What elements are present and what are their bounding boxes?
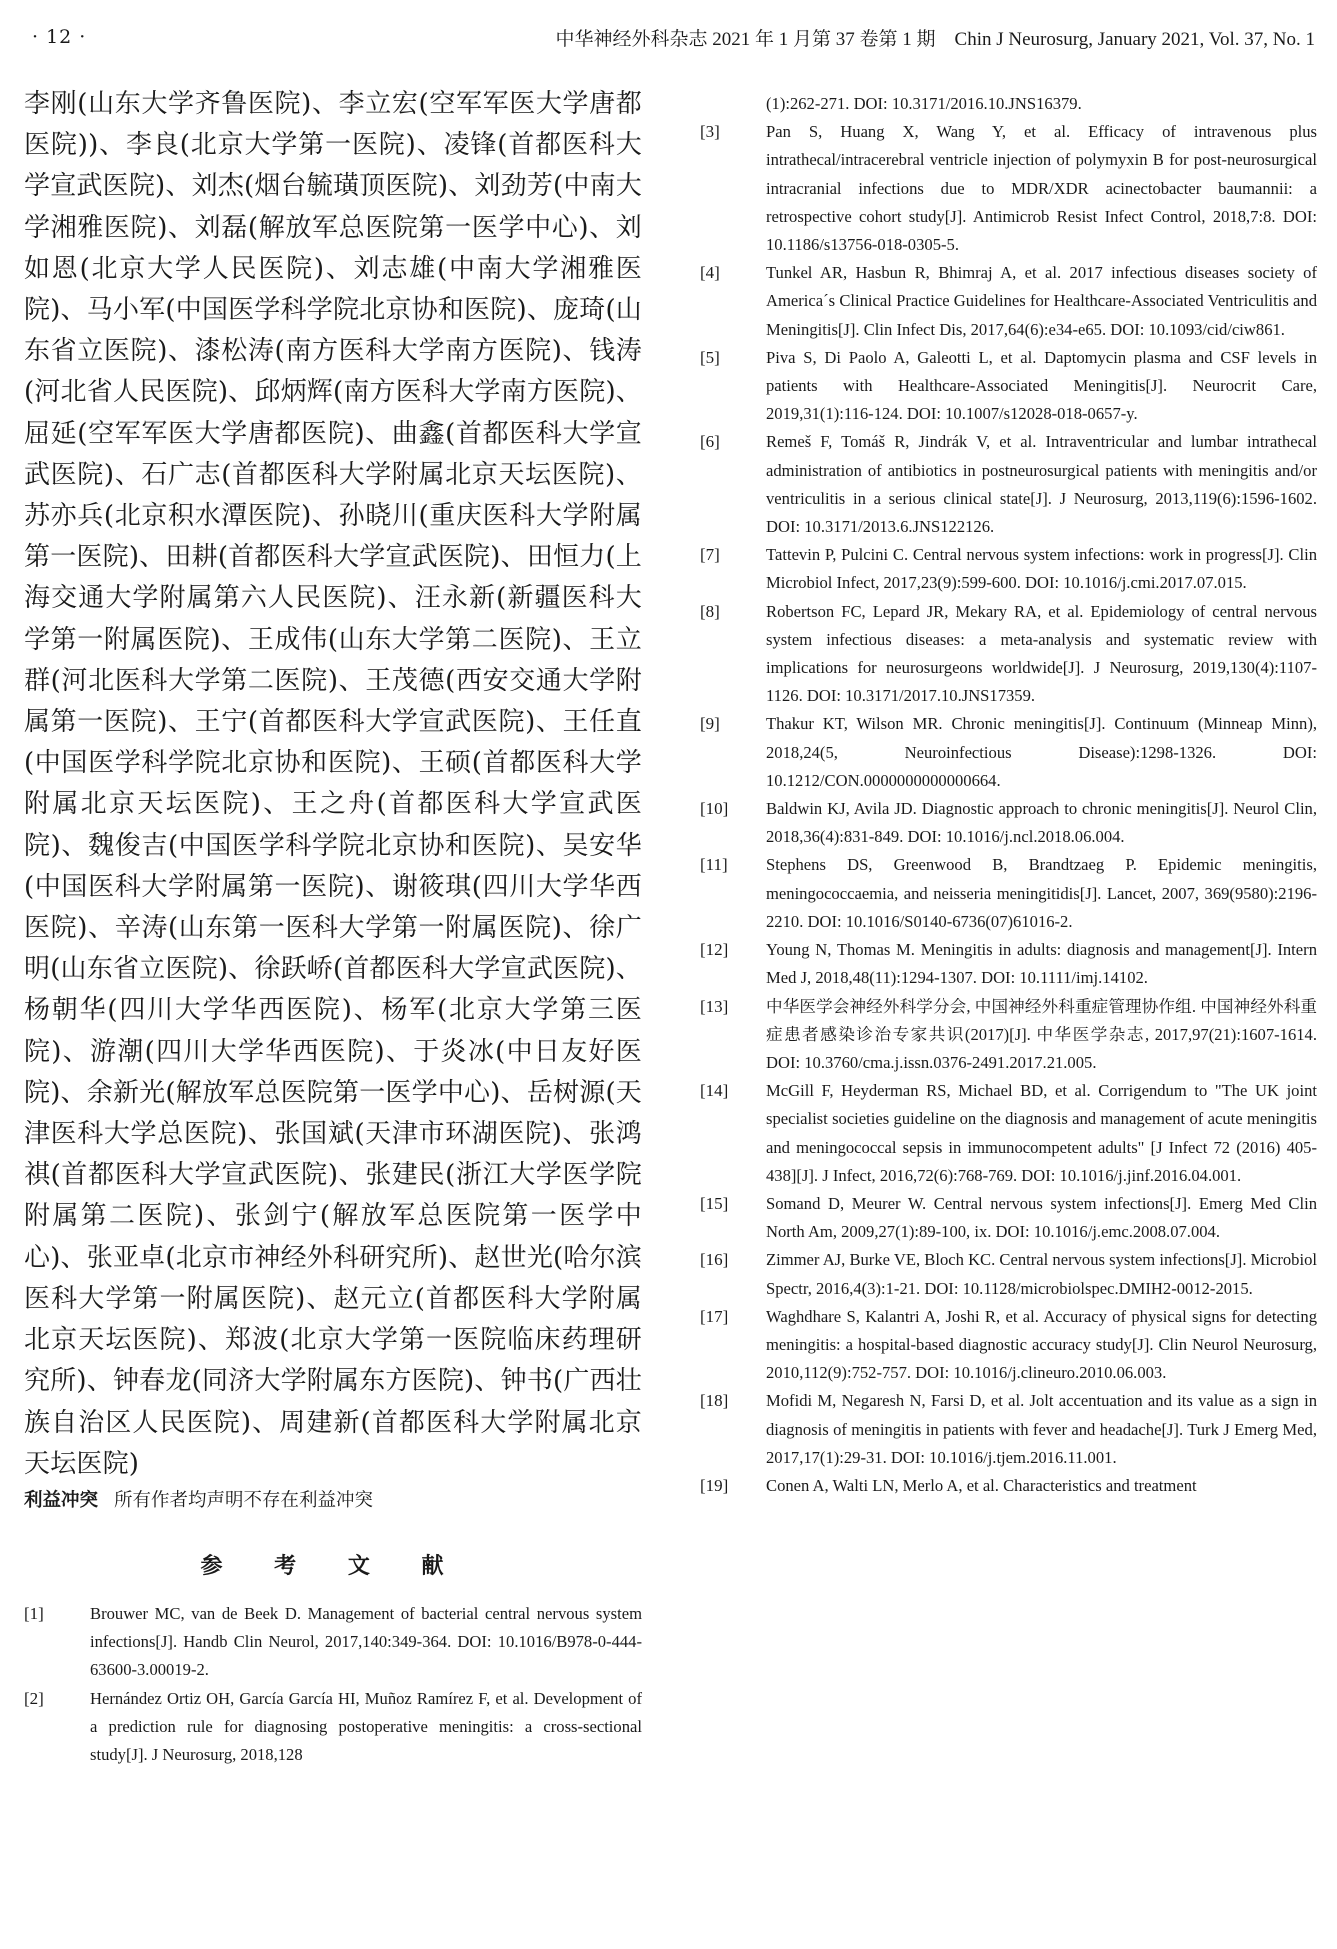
reference-number: [4] bbox=[700, 263, 720, 283]
reference-text: Remeš F, Tomáš R, Jindrák V, et al. Intraventricular and lumbar intrathecal administration of antibiotics in postneurosurgical patients with meningitis and/or ventriculitis in a serious clinical state[J]. J Neurosurg, 2013,119(6):1596-1602. DOI: 10.3171/2013.6.JNS122126. bbox=[766, 432, 1317, 537]
reference-item bbox=[700, 1246, 1317, 1302]
reference-text: 中华医学会神经外科学分会, 中国神经外科重症管理协作组. 中国神经外科重症患者感染诊治专家共识(2017)[J]. 中华医学杂志, 2017,97(21):1607-1614. DOI: 10.3760/cma.j.issn.0376-2491.2017.21.005. bbox=[766, 996, 1317, 1072]
reference-item bbox=[700, 1472, 1317, 1500]
reference-text: Thakur KT, Wilson MR. Chronic meningitis[J]. Continuum (Minneap Minn), 2018,24(5, Neuroinfectious Disease):1298-1326. DOI: 10.1212/CON.0000000000000664. bbox=[766, 714, 1317, 790]
reference-text: Conen A, Walti LN, Merlo A, et al. Characteristics and treatment bbox=[766, 1475, 1197, 1495]
reference-text: Tunkel AR, Hasbun R, Bhimraj A, et al. 2017 infectious diseases society of America´s Clinical Practice Guidelines for Healthcare-Associated Ventriculitis and Meningitis[J]. Clin Infect Dis, 2017,64(6):e34-e65. DOI: 10.1093/cid/ciw861. bbox=[766, 263, 1317, 339]
reference-text: Pan S, Huang X, Wang Y, et al. Efficacy of intravenous plus intrathecal/intracerebral ventricle injection of polymyxin B for post-neurosurgical intracranial infections due to MDR/XDR acinectobacter baumannii: a retrospective cohort study[J]. Antimicrob Resist Infect Control, 2018,7:8. DOI: 10.1186/s13756-018-0305-5. bbox=[766, 122, 1317, 255]
reference-text: McGill F, Heyderman RS, Michael BD, et al. Corrigendum to "The UK joint specialist societies guideline on the diagnosis and management of acute meningitis and meningococcal sepsis in immunocompetent adults" [J Infect 72 (2016) 405-438][J]. J Infect, 2016,72(6):768-769. DOI: 10.1016/j.jinf.2016.04.001. bbox=[766, 1081, 1317, 1185]
reference-text: Somand D, Meurer W. Central nervous system infections[J]. Emerg Med Clin North Am, 2009,27(1):89-100, ix. DOI: 10.1016/j.emc.2008.07.004. bbox=[766, 1193, 1317, 1242]
reference-item bbox=[700, 936, 1317, 992]
reference-number: [2] bbox=[24, 1688, 44, 1708]
reference-number: [18] bbox=[700, 1391, 729, 1411]
conflict-of-interest bbox=[24, 1487, 642, 1515]
reference-number: [6] bbox=[700, 432, 720, 452]
reference-number: [10] bbox=[700, 799, 729, 819]
reference-number: [3] bbox=[700, 122, 720, 142]
reference-text: Robertson FC, Lepard JR, Mekary RA, et al. Epidemiology of central nervous system infectious diseases: a meta-analysis and systematic review with implications for neurosurgeons worldwide[J]. J Neurosurg, 2019,130(4):1107-1126. DOI: 10.3171/2017.10.JNS17359. bbox=[766, 601, 1317, 706]
left-column bbox=[24, 84, 642, 1769]
reference-text: Waghdhare S, Kalantri A, Joshi R, et al. Accuracy of physical signs for detecting meningitis: a hospital-based diagnostic accuracy study[J]. Clin Neurol Neurosurg, 2010,112(9):752-757. DOI: 10.1016/j.clineuro.2010.06.003. bbox=[766, 1306, 1317, 1383]
page-number: · 12 · bbox=[32, 26, 87, 48]
reference-list-left bbox=[24, 1600, 642, 1769]
reference-item bbox=[700, 344, 1317, 429]
reference-item bbox=[700, 851, 1317, 936]
reference-item bbox=[700, 1387, 1317, 1472]
conflict-label: 利益冲突 bbox=[24, 1489, 99, 1511]
reference-text: Hernández Ortiz OH, García García HI, Muñoz Ramírez F, et al. Development of a prediction rule for diagnosing postoperative meningitis: a cross-sectional study[J]. J Neurosurg, 2018,128 bbox=[90, 1688, 642, 1764]
right-column bbox=[700, 90, 1317, 1500]
reference-number: [12] bbox=[700, 940, 729, 960]
reference-item bbox=[700, 428, 1317, 541]
reference-item bbox=[700, 1077, 1317, 1190]
reference-number: [19] bbox=[700, 1475, 729, 1495]
reference-number: [1] bbox=[24, 1603, 44, 1623]
references-heading: 参 考 文 献 bbox=[200, 1552, 466, 1579]
conflict-text: 所有作者均声明不存在利益冲突 bbox=[114, 1489, 374, 1511]
reference-text: Baldwin KJ, Avila JD. Diagnostic approach to chronic meningitis[J]. Neurol Clin, 2018,36(4):831-849. DOI: 10.1016/j.ncl.2018.06.004. bbox=[766, 799, 1317, 847]
reference-item bbox=[700, 598, 1317, 711]
reference-text: Brouwer MC, van de Beek D. Management of bacterial central nervous system infections[J]. Handb Clin Neurol, 2017,140:349-364. DOI: 10.1016/B978-0-444-63600-3.00019-2. bbox=[90, 1603, 642, 1680]
reference-continuation bbox=[700, 90, 1317, 118]
reference-item bbox=[24, 1600, 642, 1685]
reference-item bbox=[24, 1685, 642, 1770]
reference-number: [11] bbox=[700, 855, 728, 875]
reference-item bbox=[700, 259, 1317, 344]
reference-number: [5] bbox=[700, 347, 720, 367]
reference-number: [8] bbox=[700, 601, 720, 621]
reference-item bbox=[700, 710, 1317, 795]
reference-text: (1):262-271. DOI: 10.3171/2016.10.JNS16379. bbox=[766, 94, 1082, 113]
page-header bbox=[32, 22, 1315, 52]
reference-item bbox=[700, 541, 1317, 597]
journal-citation-line: 中华神经外科杂志 2021 年 1 月第 37 卷第 1 期 Chin J Neurosurg, January 2021, Vol. 37, No. 1 bbox=[555, 28, 1315, 50]
reference-number: [9] bbox=[700, 714, 720, 734]
reference-item bbox=[700, 993, 1317, 1078]
reference-number: [17] bbox=[700, 1306, 729, 1326]
reference-text: Mofidi M, Negaresh N, Farsi D, et al. Jolt accentuation and its value as a sign in diagnosis of meningitis in patients with fever and headache[J]. Turk J Emerg Med, 2017,17(1):29-31. DOI: 10.1016/j.tjem.2016.11.001. bbox=[766, 1391, 1317, 1467]
reference-number: [16] bbox=[700, 1250, 729, 1270]
reference-text: Zimmer AJ, Burke VE, Bloch KC. Central nervous system infections[J]. Microbiol Spectr, 2016,4(3):1-21. DOI: 10.1128/microbiolspec.DMIH2-0012-2015. bbox=[766, 1250, 1317, 1298]
reference-number: [14] bbox=[700, 1081, 729, 1101]
reference-text: Stephens DS, Greenwood B, Brandtzaeg P. Epidemic meningitis, meningococcaemia, and neisseria meningitidis[J]. Lancet, 2007, 369(9580):2196-2210. DOI: 10.1016/S0140-6736(07)61016-2. bbox=[766, 855, 1317, 931]
reference-number: [7] bbox=[700, 545, 720, 565]
reference-text: Piva S, Di Paolo A, Galeotti L, et al. Daptomycin plasma and CSF levels in patients with Healthcare-Associated Meningitis[J]. Neurocrit Care, 2019,31(1):116-124. DOI: 10.1007/s12028-018-0657-y. bbox=[766, 347, 1317, 424]
reference-item bbox=[700, 795, 1317, 851]
reference-number: [15] bbox=[700, 1193, 729, 1213]
reference-number: [13] bbox=[700, 996, 729, 1016]
reference-item bbox=[700, 118, 1317, 259]
reference-text: Tattevin P, Pulcini C. Central nervous system infections: work in progress[J]. Clin Microbiol Infect, 2017,23(9):599-600. DOI: 10.1016/j.cmi.2017.07.015. bbox=[766, 545, 1317, 593]
reference-item bbox=[700, 1190, 1317, 1246]
reference-text: Young N, Thomas M. Meningitis in adults: diagnosis and management[J]. Intern Med J, 2018,48(11):1294-1307. DOI: 10.1111/imj.14102. bbox=[766, 940, 1317, 988]
author-list: 李刚(山东大学齐鲁医院)、李立宏(空军军医大学唐都医院))、李良(北京大学第一医院)、凌锋(首都医科大学宣武医院)、刘杰(烟台毓璜顶医院)、刘劲芳(中南大学湘雅医院)、刘磊(解放军总医院第一医学中心)、刘如恩(北京大学人民医院)、刘志雄(中南大学湘雅医院)、马小军(中国医学科学院北京协和医院)、庞琦(山东省立医院)、漆松涛(南方医科大学南方医院)、钱涛(河北省人民医院)、邱炳辉(南方医科大学南方医院)、屈延(空军军医大学唐都医院)、曲鑫(首都医科大学宣武医院)、石广志(首都医科大学附属北京天坛医院)、苏亦兵(北京积水潭医院)、孙晓川(重庆医科大学附属第一医院)、田耕(首都医科大学宣武医院)、田恒力(上海交通大学附属第六人民医院)、汪永新(新疆医科大学第一附属医院)、王成伟(山东大学第二医院)、王立群(河北医科大学第二医院)、王茂德(西安交通大学附属第一医院)、王宁(首都医科大学宣武医院)、王任直(中国医学科学院北京协和医院)、王硕(首都医科大学附属北京天坛医院)、王之舟(首都医科大学宣武医院)、魏俊吉(中国医学科学院北京协和医院)、吴安华(中国医科大学附属第一医院)、谢筱琪(四川大学华西医院)、辛涛(山东第一医科大学第一附属医院)、徐广明(山东省立医院)、徐跃峤(首都医科大学宣武医院)、杨朝华(四川大学华西医院)、杨军(北京大学第三医院)、游潮(四川大学华西医院)、于炎冰(中日友好医院)、余新光(解放军总医院第一医学中心)、岳树源(天津医科大学总医院)、张国斌(天津市环湖医院)、张鸿祺(首都医科大学宣武医院)、张建民(浙江大学医学院附属第二医院)、张剑宁(解放军总医院第一医学中心)、张亚卓(北京市神经外科研究所)、赵世光(哈尔滨医科大学第一附属医院)、赵元立(首都医科大学附属北京天坛医院)、郑波(北京大学第一医院临床药理研究所)、钟春龙(同济大学附属东方医院)、钟书(广西壮族自治区人民医院)、周建新(首都医科大学附属北京天坛医院) bbox=[24, 89, 642, 1479]
reference-item bbox=[700, 1303, 1317, 1388]
